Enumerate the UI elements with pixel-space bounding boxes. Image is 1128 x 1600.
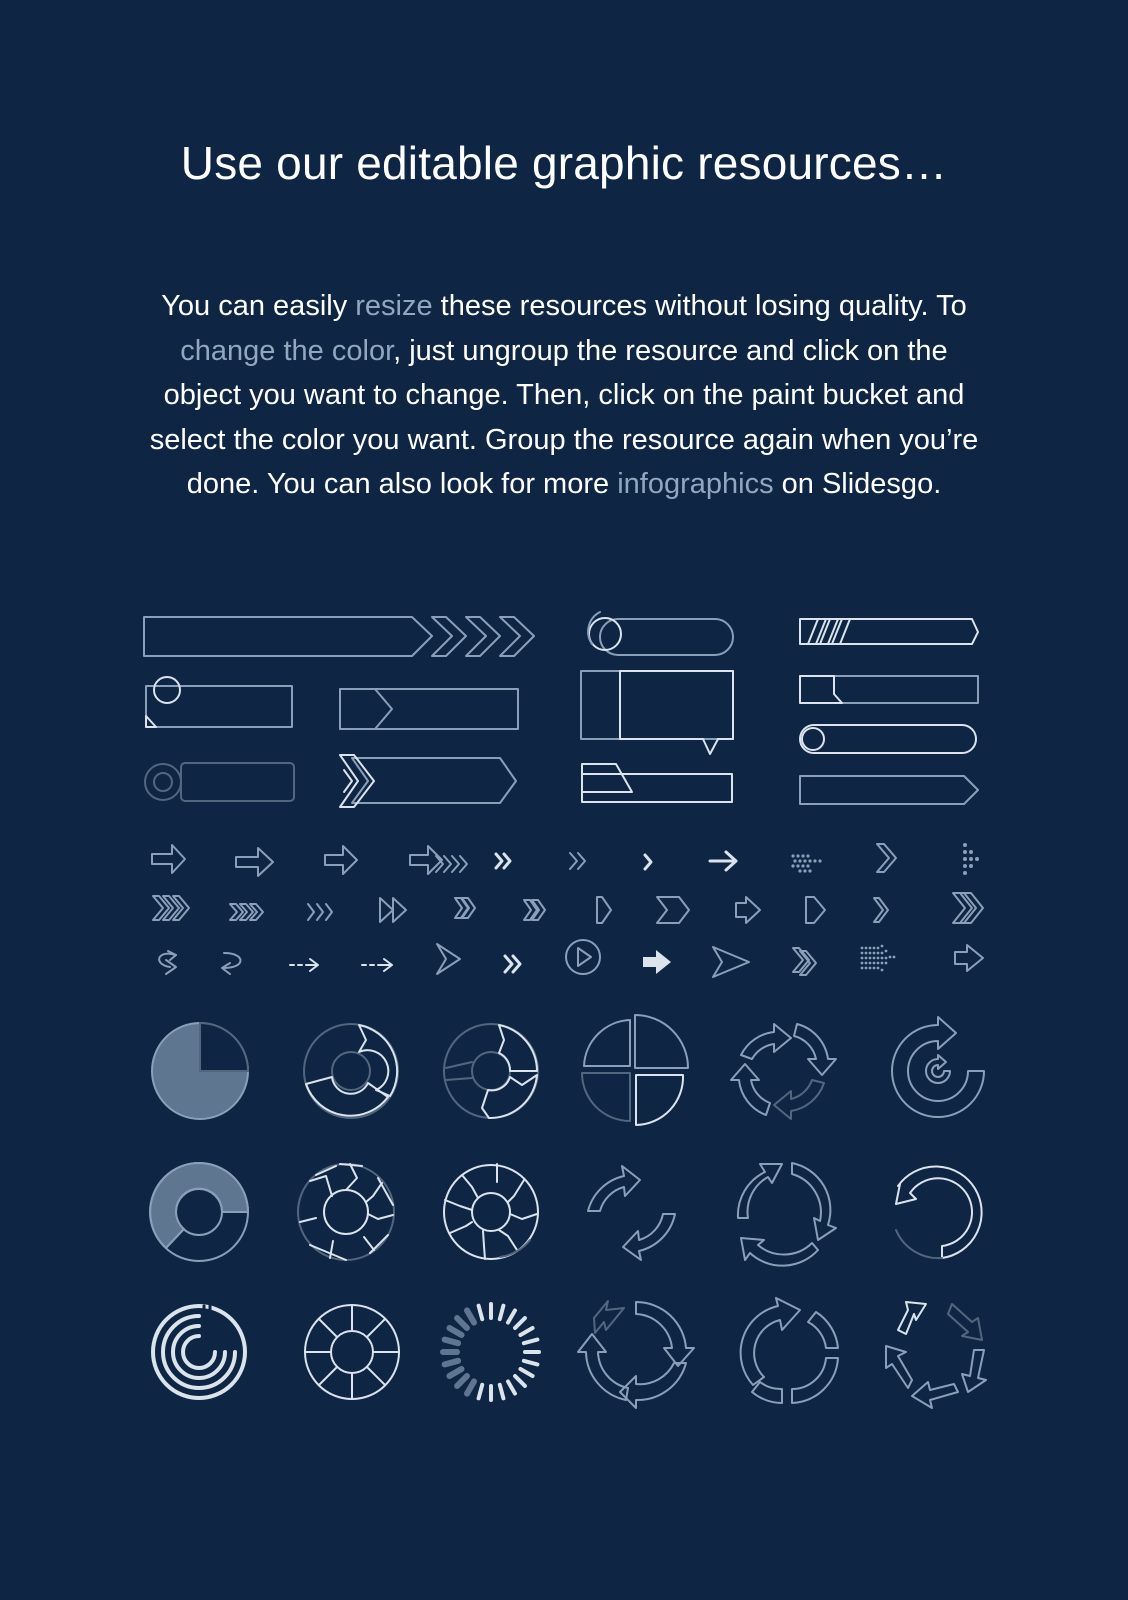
segmented-ring-icon xyxy=(444,1164,538,1259)
two-curved-arrows-icon xyxy=(588,1166,675,1260)
text-segment: You can easily xyxy=(161,290,356,322)
change-color-link[interactable]: change the color xyxy=(180,334,394,367)
ring-dash xyxy=(479,1306,483,1320)
ring-dash xyxy=(467,1381,474,1393)
small-tab-bar-icon xyxy=(582,764,732,802)
ring-dash xyxy=(524,1340,538,1344)
chevron-icon xyxy=(308,904,332,920)
chevron-icon xyxy=(437,944,460,974)
ring-dash xyxy=(520,1369,532,1376)
target-circle-banner-icon xyxy=(145,763,294,801)
arrow-icon xyxy=(710,852,736,870)
arrow-icon xyxy=(736,897,760,923)
ring-dash xyxy=(479,1385,483,1399)
cycle-arrows-icon xyxy=(886,1302,986,1408)
ring-dash xyxy=(445,1361,459,1365)
chevron-icon xyxy=(806,897,825,923)
ring-dash xyxy=(508,1381,515,1393)
chevron-icon xyxy=(877,844,896,872)
ring-dash xyxy=(500,1385,504,1399)
ring-dash xyxy=(457,1376,467,1386)
arrow-icon xyxy=(236,848,273,876)
arrow-icon xyxy=(955,945,983,971)
chevron-icon xyxy=(380,898,406,922)
chevron-icon xyxy=(153,896,189,920)
circular-arrows-icon xyxy=(741,1298,838,1403)
circle-tab-banner-icon xyxy=(588,612,733,655)
chevron-icon xyxy=(505,956,520,972)
ring-dash xyxy=(500,1306,504,1320)
banner-chevron-arrow-icon xyxy=(144,617,534,656)
chevron-tag-banner-icon xyxy=(340,755,516,807)
arrow-icon xyxy=(643,950,671,974)
segmented-donut-icon xyxy=(444,1024,538,1118)
pie-chart-icon xyxy=(152,1023,248,1119)
arrow-icon xyxy=(713,947,749,977)
chevron-icon xyxy=(570,853,585,869)
ring-dash xyxy=(508,1310,515,1322)
slanted-stripes-bar-icon xyxy=(800,619,978,644)
speech-bubble-icon xyxy=(581,671,733,754)
donut-chart-icon xyxy=(150,1163,248,1261)
segmented-ring-icon xyxy=(298,1164,394,1260)
concentric-rings-icon xyxy=(153,1306,245,1398)
ring-dash xyxy=(449,1369,461,1376)
arrow-box-banner-icon xyxy=(340,689,518,729)
donut-chart-icon xyxy=(304,1024,398,1118)
chevron-icon xyxy=(874,898,888,922)
arrow-tag-bar-icon xyxy=(800,776,978,804)
curved-arrow-icon xyxy=(159,951,176,974)
ring-dash xyxy=(467,1310,474,1322)
ring-dash xyxy=(457,1318,467,1328)
ring-dash xyxy=(445,1340,459,1344)
ring-dash xyxy=(520,1328,532,1335)
dashed-arrow-icon xyxy=(290,959,318,971)
segmented-ring-icon xyxy=(305,1305,399,1399)
text-segment: , just ungroup the resource and click on the object you want to change. Then, click on the paint bucket and select the color you want. Group the resource again when you’re done. You can also look for more xyxy=(149,334,979,500)
circular-arrow-icon xyxy=(896,1166,982,1258)
chevron-icon xyxy=(524,900,545,920)
chevron-icon xyxy=(645,855,651,869)
circle-corner-banner-icon xyxy=(146,677,292,727)
play-circle-icon xyxy=(566,940,600,974)
text-segment: these resources without losing quality. To xyxy=(432,290,967,322)
arrow-icon xyxy=(325,846,357,874)
infographics-link[interactable]: infographics xyxy=(617,468,774,500)
arrow-icon xyxy=(152,845,185,873)
chevron-icon xyxy=(230,904,263,920)
text-segment: on Slidesgo. xyxy=(773,468,942,500)
ring-dash xyxy=(449,1328,461,1335)
chevron-icon xyxy=(455,898,475,918)
dashed-arrow-icon xyxy=(362,959,392,971)
ring-dash xyxy=(515,1318,525,1328)
cycle-arrows-icon xyxy=(731,1024,836,1119)
pill-toggle-bar-icon xyxy=(800,725,976,753)
arrow-icon xyxy=(410,846,467,874)
page-title: Use our editable graphic resources… xyxy=(180,137,948,189)
chevron-icon xyxy=(657,897,689,923)
dotted-arrow-icon xyxy=(791,854,821,872)
chevron-icon xyxy=(793,948,816,975)
resize-link[interactable]: resize xyxy=(355,290,433,322)
curved-arrow-icon xyxy=(222,953,241,974)
chevron-icon xyxy=(953,893,983,923)
cycle-arrows-icon xyxy=(738,1163,836,1266)
dotted-arrow-icon xyxy=(963,843,979,875)
chevron-icon xyxy=(597,897,611,923)
chevron-icon xyxy=(496,854,510,868)
dotted-arrow-icon xyxy=(861,945,896,972)
quadrant-chart-icon xyxy=(582,1015,688,1125)
cycle-arrows-icon xyxy=(578,1301,694,1408)
segmented-ring-icon xyxy=(443,1304,539,1400)
ring-dash xyxy=(524,1361,538,1365)
tab-label-bar-icon xyxy=(800,676,978,703)
spiral-circular-arrow-icon xyxy=(892,1017,984,1117)
ring-dash xyxy=(515,1376,525,1386)
